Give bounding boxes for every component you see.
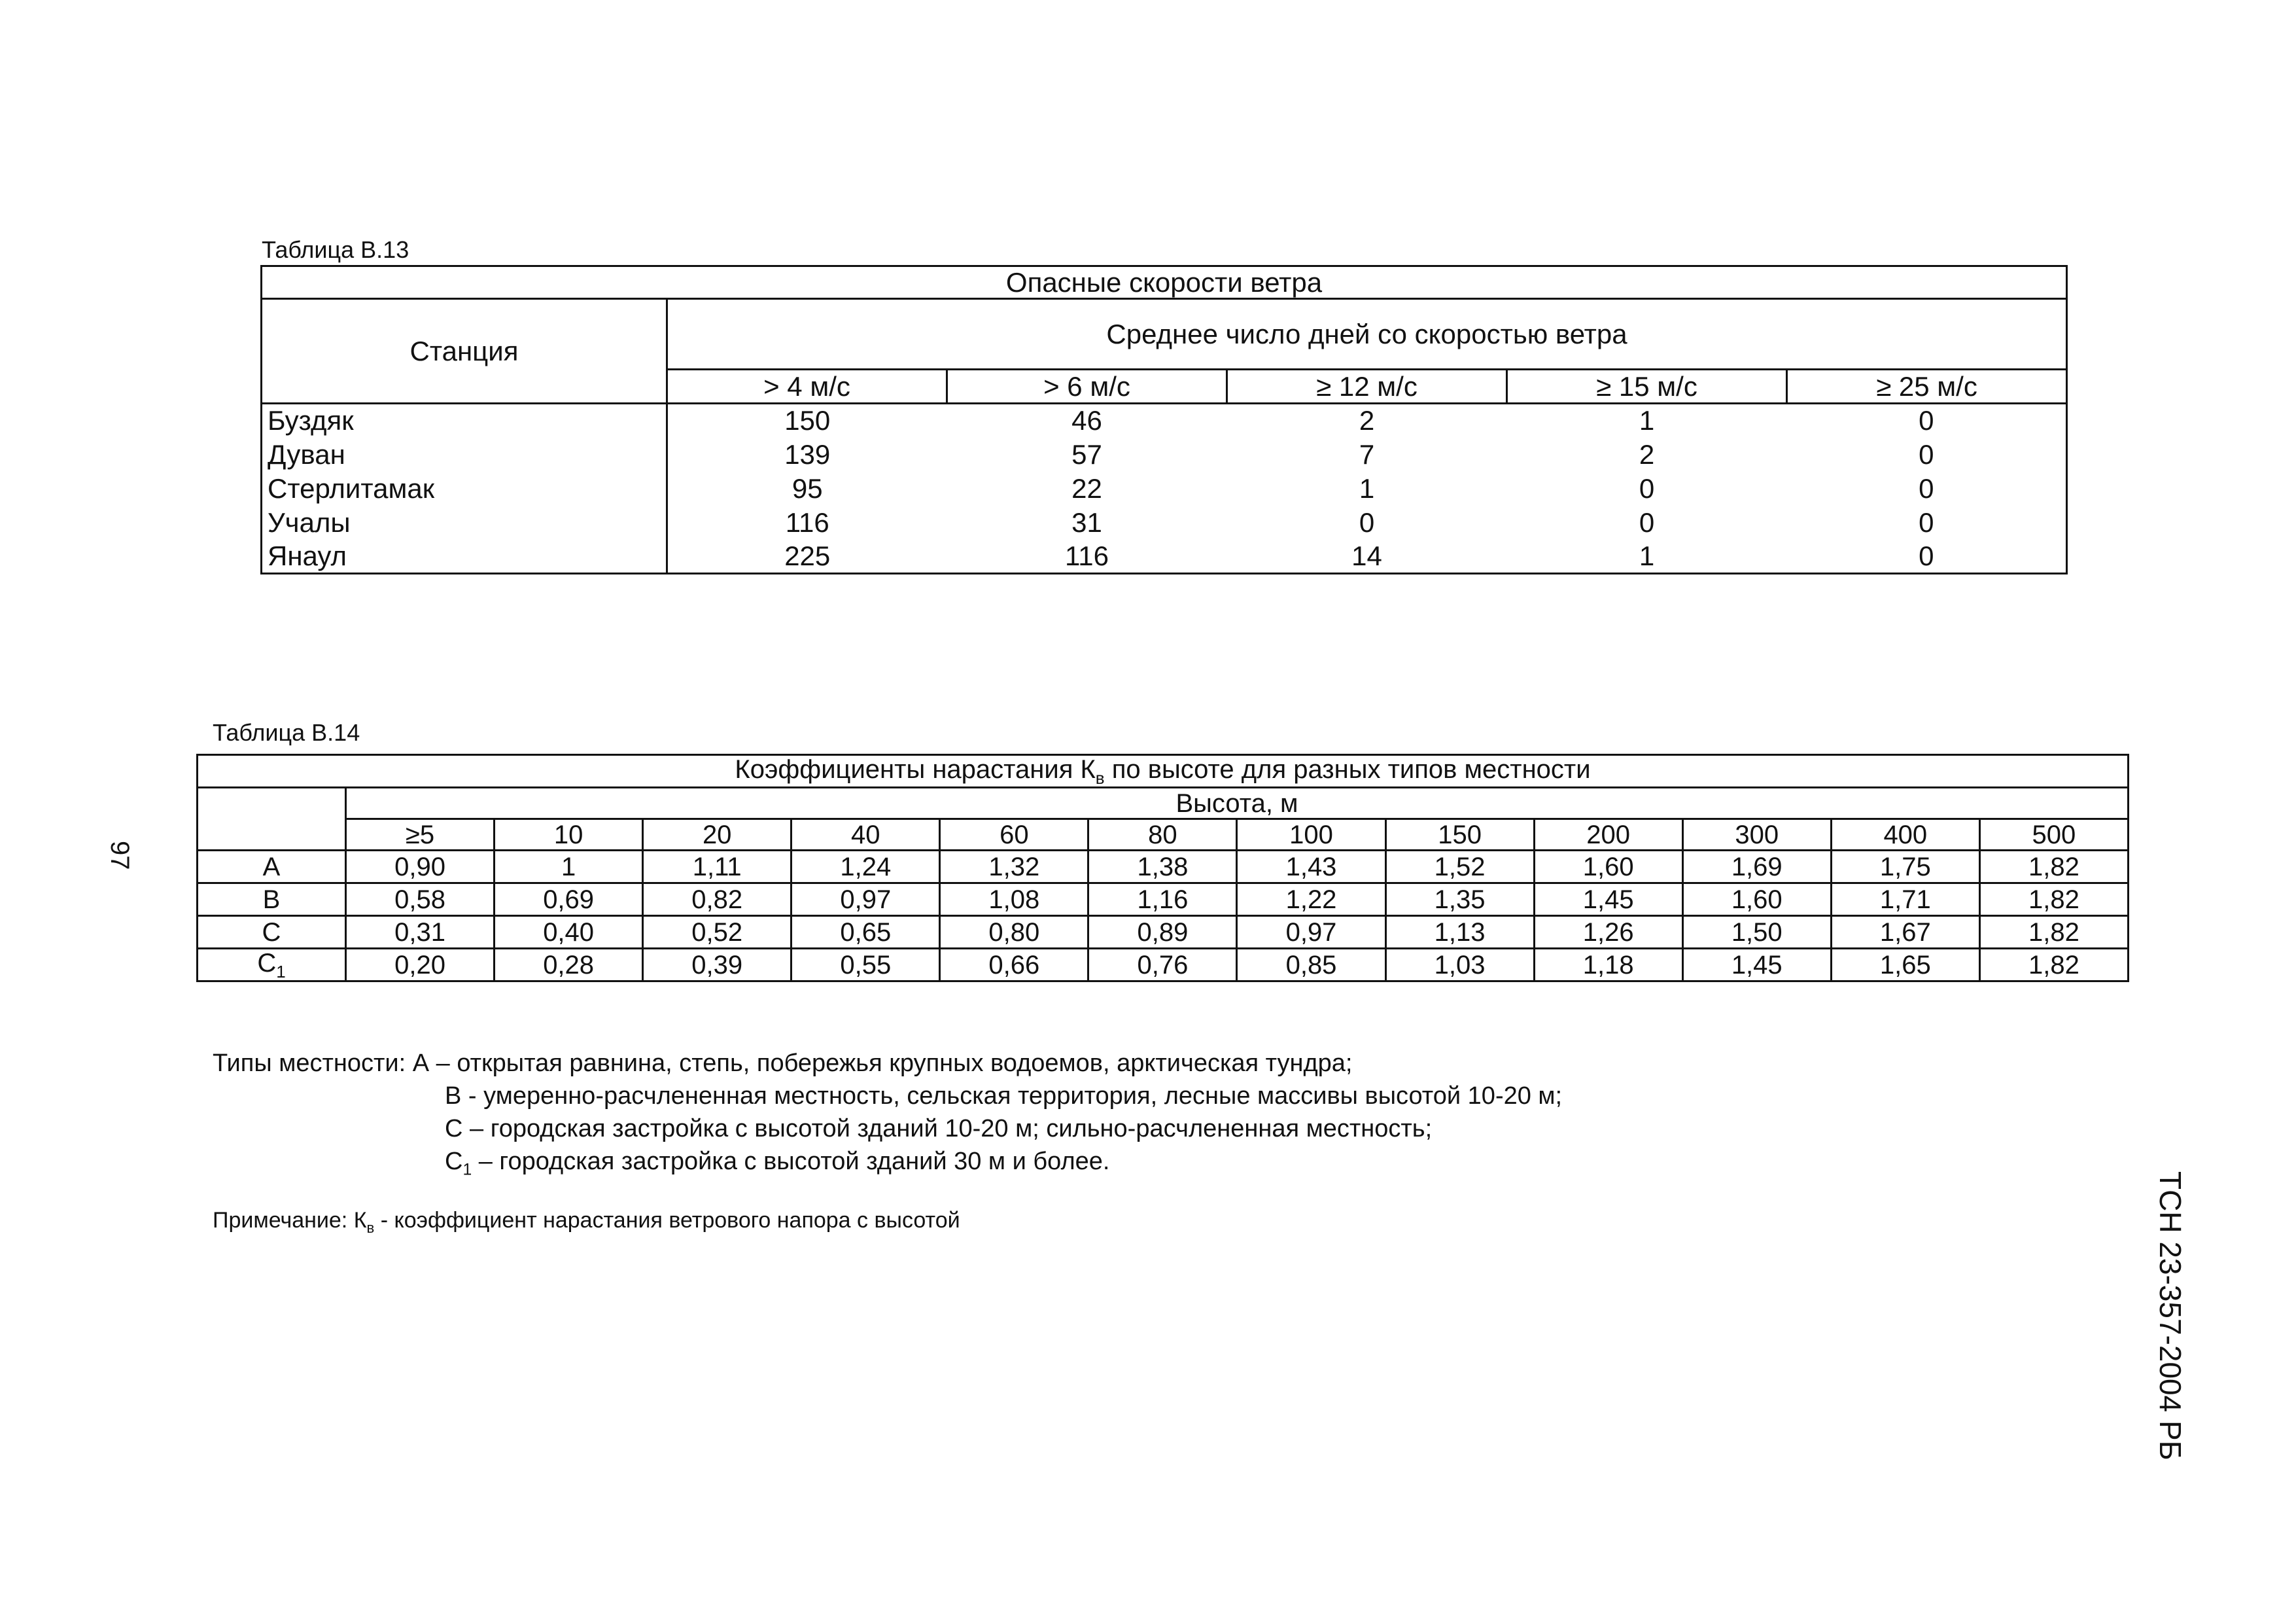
coefficient-cell: 1,60	[1534, 851, 1682, 883]
coefficient-cell: 1,82	[1979, 916, 2128, 949]
coefficient-cell: 1,18	[1534, 949, 1682, 981]
height-column-header: 500	[1979, 819, 2128, 851]
coefficient-cell: 0,90	[346, 851, 495, 883]
days-value-cell: 57	[1071, 438, 1102, 470]
coefficient-cell: 0,97	[791, 883, 940, 916]
coefficient-cell: 0,97	[1237, 916, 1385, 949]
coefficient-cell: 1	[495, 851, 643, 883]
days-value-cell: 1	[1359, 472, 1375, 504]
days-value-cell: 2	[1639, 438, 1655, 470]
coefficient-cell: 1,82	[1979, 949, 2128, 981]
coefficient-cell: 1,16	[1088, 883, 1237, 916]
table-row	[198, 851, 2129, 883]
coefficient-cell: 0,65	[791, 916, 940, 949]
table-row	[198, 883, 2129, 916]
days-value-cell: 0	[1787, 540, 2067, 574]
table-row	[198, 916, 2129, 949]
days-value-cell: 0	[1639, 472, 1655, 504]
coefficient-cell: 1,65	[1831, 949, 1979, 981]
height-column-header: 60	[940, 819, 1088, 851]
coefficient-cell: 1,08	[940, 883, 1088, 916]
days-value-cell: 116	[785, 506, 829, 538]
speed-column-header: > 6 м/с	[947, 370, 1227, 404]
coefficient-cell: 0,58	[346, 883, 495, 916]
days-value-cell: 0	[1787, 472, 2067, 506]
footnote: Примечание: $К_в$ - коэффициент нарастания ветрового напора с высотой	[213, 1208, 960, 1236]
coefficient-cell: 0,89	[1088, 916, 1237, 949]
days-value-cell: 0	[1359, 506, 1375, 538]
coefficient-cell: 1,82	[1979, 883, 2128, 916]
coefficient-cell: 0,31	[346, 916, 495, 949]
coefficient-cell: 1,03	[1385, 949, 1534, 981]
height-column-header: ≥5	[346, 819, 495, 851]
table-row	[262, 506, 2067, 540]
table14-title: Коэффициенты нарастания $К_в$ по высоте для разных типов местности	[198, 755, 2129, 788]
days-value-cell: 31	[1071, 506, 1102, 538]
coefficient-cell: 1,60	[1682, 883, 1831, 916]
speed-column-header: ≥ 12 м/с	[1227, 370, 1507, 404]
coefficient-cell: 0,55	[791, 949, 940, 981]
terrain-type-cell: B	[198, 883, 346, 916]
coefficient-cell: 0,39	[643, 949, 791, 981]
coefficient-cell: 1,45	[1682, 949, 1831, 981]
coefficient-cell: 0,80	[940, 916, 1088, 949]
terrain-note-line-1: Типы местности: А – открытая равнина, степь, побережья крупных водоемов, арктическая тундра;	[213, 1050, 1353, 1077]
height-column-header: 150	[1385, 819, 1534, 851]
station-name: Стерлитамак	[262, 472, 667, 506]
coefficient-cell: 1,75	[1831, 851, 1979, 883]
days-value-cell: 95	[791, 472, 823, 504]
days-value-cell: 0	[1787, 438, 2067, 472]
height-column-header: 400	[1831, 819, 1979, 851]
table14-caption: Таблица В.14	[213, 719, 360, 746]
coefficient-cell: 1,13	[1385, 916, 1534, 949]
table13-title: Опасные скорости ветра	[262, 266, 2067, 299]
terrain-type-header	[198, 788, 346, 851]
days-value-cell: 225	[667, 540, 947, 574]
days-value-cell: 1	[1507, 540, 1787, 574]
days-value-cell: 0	[1639, 506, 1655, 538]
coefficient-cell: 0,66	[940, 949, 1088, 981]
terrain-note-line-4: $С_1$ – городская застройка с высотой зданий 30 м и более.	[445, 1148, 1110, 1179]
station-name: Учалы	[262, 506, 667, 540]
coefficient-cell: 0,69	[495, 883, 643, 916]
days-value-cell: 0	[1787, 506, 2067, 540]
coefficient-cell: 1,22	[1237, 883, 1385, 916]
coefficient-cell: 0,52	[643, 916, 791, 949]
height-column-header: 300	[1682, 819, 1831, 851]
table-row	[262, 438, 2067, 472]
height-column-header: 20	[643, 819, 791, 851]
terrain-type-cell: A	[198, 851, 346, 883]
days-value-cell: 14	[1227, 540, 1507, 574]
coefficient-cell: 1,50	[1682, 916, 1831, 949]
table-row	[262, 472, 2067, 506]
terrain-note-line-2: В - умеренно-расчлененная местность, сельская территория, лесные массивы высотой 10-20 м;	[445, 1082, 1563, 1110]
terrain-note-line-3: С – городская застройка с высотой зданий 10-20 м; сильно-расчлененная местность;	[445, 1115, 1433, 1142]
coefficient-cell: 1,38	[1088, 851, 1237, 883]
days-value-cell: 116	[947, 540, 1227, 574]
height-header: Высота, м	[346, 788, 2129, 819]
coefficient-cell: 1,67	[1831, 916, 1979, 949]
coefficient-cell: 1,45	[1534, 883, 1682, 916]
days-value-cell: 22	[1071, 472, 1102, 504]
height-column-header: 100	[1237, 819, 1385, 851]
coefficient-cell: 0,20	[346, 949, 495, 981]
coefficient-cell: 1,35	[1385, 883, 1534, 916]
coefficient-cell: 1,82	[1979, 851, 2128, 883]
coefficient-cell: 1,24	[791, 851, 940, 883]
speed-column-header: ≥ 15 м/с	[1507, 370, 1787, 404]
coefficient-cell: 0,28	[495, 949, 643, 981]
height-coefficient-table	[196, 754, 2129, 982]
coefficient-cell: 1,52	[1385, 851, 1534, 883]
table13-caption: Таблица В.13	[262, 236, 409, 263]
document-id: ТСН 23-357-2004 РБ	[2153, 1171, 2187, 1460]
wind-speed-table	[260, 265, 2068, 574]
height-column-header: 80	[1088, 819, 1237, 851]
days-value-cell: 46	[1071, 405, 1102, 436]
terrain-type-cell: C	[198, 916, 346, 949]
coefficient-cell: 0,85	[1237, 949, 1385, 981]
days-group-header: Среднее число дней со скоростью ветра	[667, 299, 2067, 370]
days-value-cell: 0	[1787, 404, 2067, 438]
speed-column-header: > 4 м/с	[667, 370, 947, 404]
coefficient-cell: 0,82	[643, 883, 791, 916]
height-column-header: 200	[1534, 819, 1682, 851]
height-column-header: 40	[791, 819, 940, 851]
coefficient-cell: 1,11	[643, 851, 791, 883]
coefficient-cell: 1,69	[1682, 851, 1831, 883]
coefficient-cell: 1,43	[1237, 851, 1385, 883]
terrain-type-cell: $C_1$	[198, 949, 346, 981]
height-column-header: 10	[495, 819, 643, 851]
coefficient-cell: 1,71	[1831, 883, 1979, 916]
station-header: Станция	[262, 299, 667, 404]
coefficient-cell: 0,40	[495, 916, 643, 949]
coefficient-cell: 0,76	[1088, 949, 1237, 981]
table-row	[262, 540, 2067, 574]
station-name: Янаул	[262, 540, 667, 574]
speed-column-header: ≥ 25 м/с	[1787, 370, 2067, 404]
coefficient-cell: 1,32	[940, 851, 1088, 883]
station-name: Буздяк	[262, 404, 667, 438]
coefficient-cell: 1,26	[1534, 916, 1682, 949]
page-number: 97	[105, 841, 134, 870]
days-value-cell: 2	[1359, 405, 1375, 436]
days-value-cell: 7	[1359, 438, 1375, 470]
days-value-cell: 139	[784, 438, 831, 470]
station-name: Дуван	[262, 438, 667, 472]
table-row	[262, 404, 2067, 438]
days-value-cell: 1	[1639, 405, 1655, 436]
days-value-cell: 150	[784, 405, 831, 436]
table-row	[198, 949, 2129, 981]
